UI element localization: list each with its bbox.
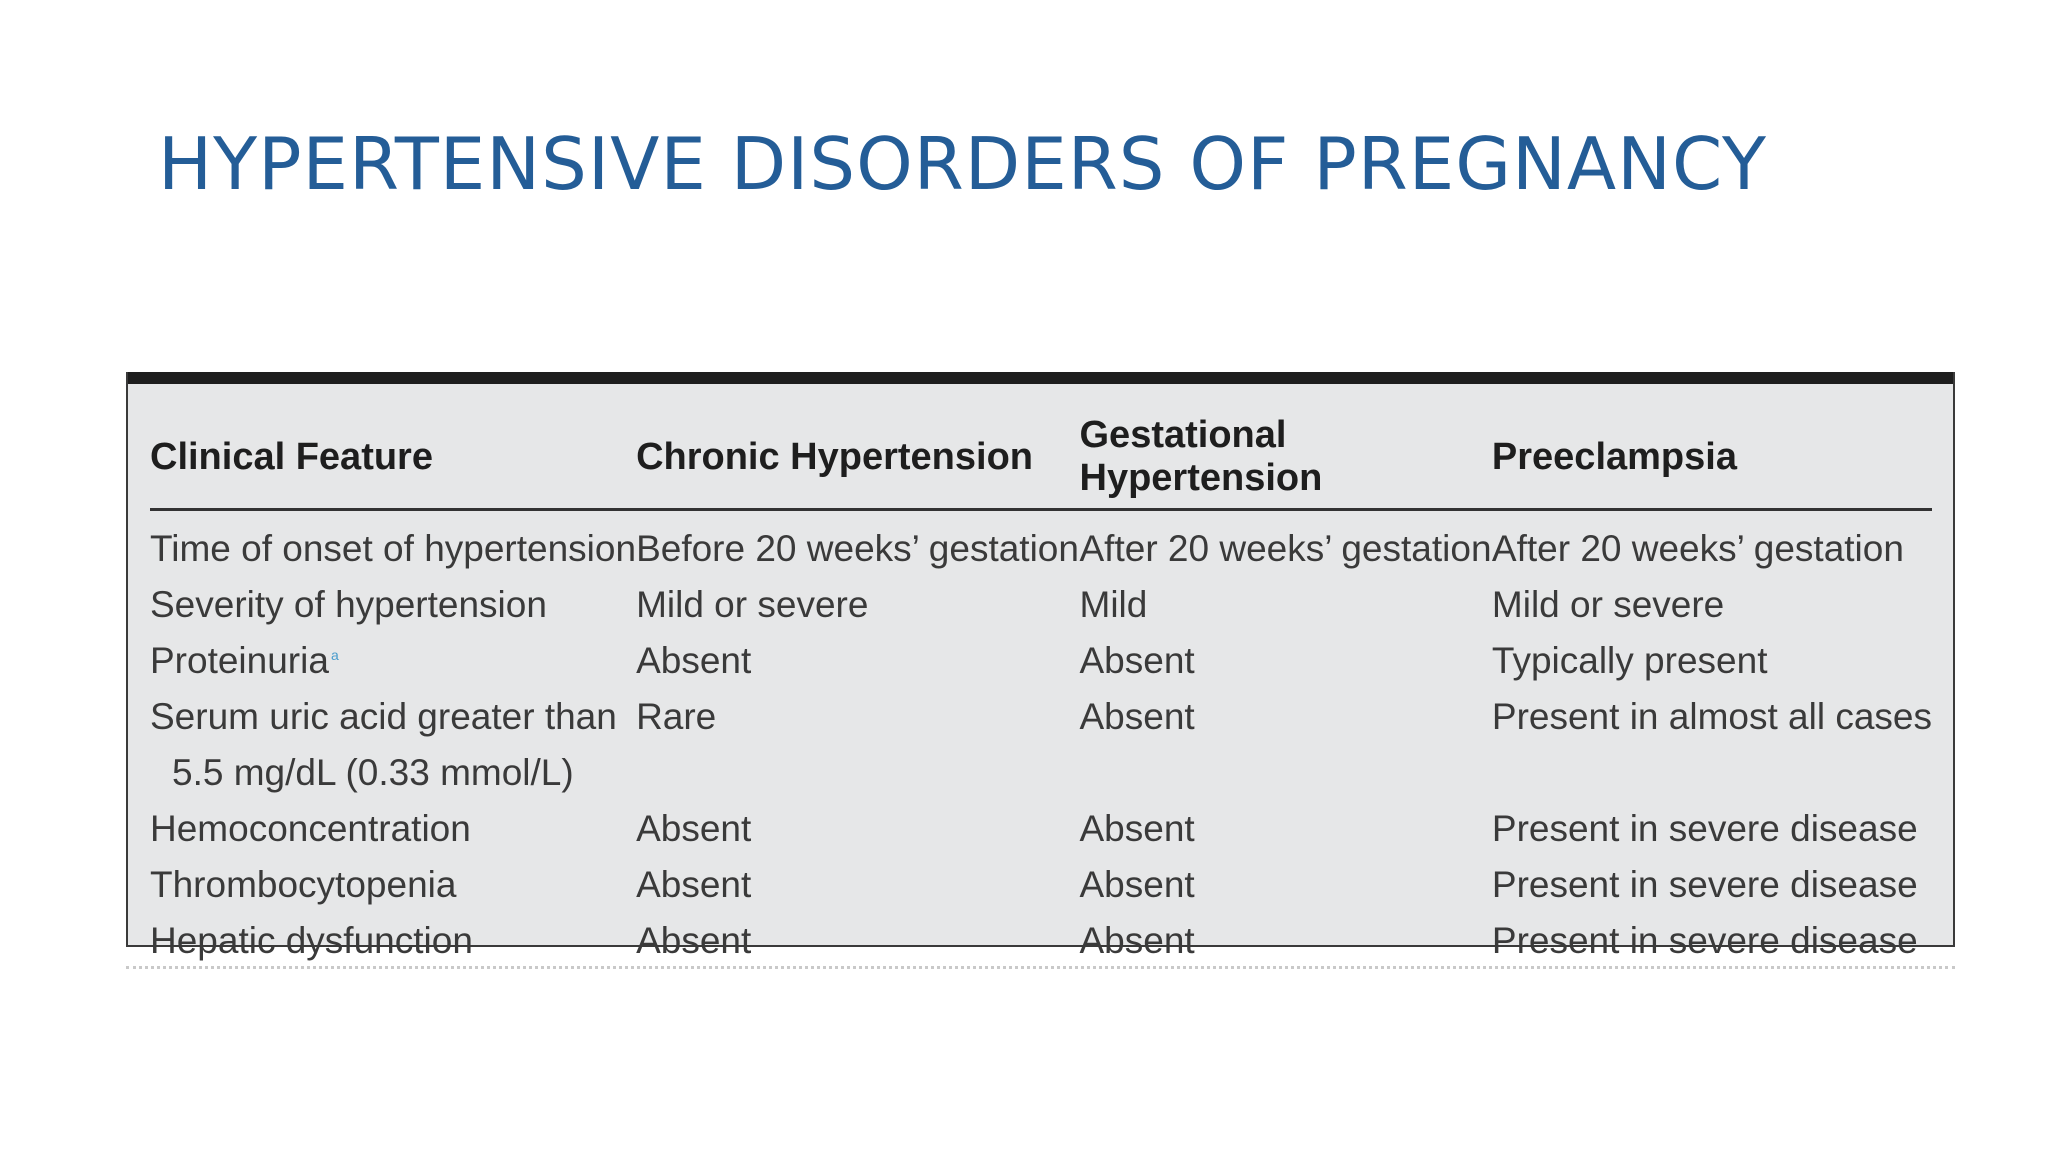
preeclampsia-cell: Mild or severe: [1491, 584, 1725, 625]
feature-cell: Hemoconcentration: [150, 808, 471, 849]
table-row: [150, 510, 1932, 578]
gestational-cell: Absent: [1079, 640, 1195, 681]
preeclampsia-cell: Present in almost all cases: [1491, 696, 1932, 737]
table-row: [150, 633, 1932, 689]
footnote-marker: a: [330, 646, 339, 663]
slide-title: HYPERTENSIVE DISORDERS OF PREGNANCY: [158, 122, 1768, 206]
header-gestational-hypertension: Gestational Hypertension: [1080, 414, 1492, 510]
preeclampsia-cell: Present in severe disease: [1491, 864, 1918, 905]
chronic-cell: [636, 745, 1079, 801]
gestational-cell: Absent: [1079, 864, 1195, 905]
gestational-cell: [1080, 745, 1492, 801]
feature-cell: Time of onset of hypertension: [150, 528, 637, 569]
chronic-cell: Absent: [636, 640, 752, 681]
feature-cell: [150, 633, 636, 689]
gestational-cell: Mild: [1079, 584, 1148, 625]
table-row: [150, 913, 1932, 969]
preeclampsia-cell: [1492, 745, 1932, 801]
gestational-cell: Absent: [1079, 808, 1195, 849]
table-row: [150, 577, 1932, 633]
feature-cell: Serum uric acid greater than: [150, 696, 617, 737]
cropped-footnote-line: [126, 966, 1955, 975]
table-row: [150, 801, 1932, 857]
gestational-cell: After 20 weeks’ gestation: [1079, 528, 1492, 569]
feature-cell-continued: 5.5 mg/dL (0.33 mmol/L): [172, 752, 574, 793]
chronic-cell: Absent: [636, 808, 752, 849]
table-row: [150, 689, 1932, 745]
chronic-cell: Rare: [636, 696, 717, 737]
gestational-cell: Absent: [1079, 920, 1195, 961]
chronic-cell: Absent: [636, 864, 752, 905]
preeclampsia-cell: Present in severe disease: [1491, 808, 1918, 849]
header-chronic-hypertension: Chronic Hypertension: [636, 414, 1079, 510]
chronic-cell: Before 20 weeks’ gestation: [636, 528, 1079, 569]
comparison-table: [150, 414, 1932, 969]
preeclampsia-cell: Present in severe disease: [1491, 920, 1918, 961]
feature-cell: Severity of hypertension: [150, 584, 547, 625]
header-clinical-feature: Clinical Feature: [150, 414, 636, 510]
table-row: [150, 857, 1932, 913]
preeclampsia-cell: After 20 weeks’ gestation: [1491, 528, 1904, 569]
header-preeclampsia: Preeclampsia: [1492, 414, 1932, 510]
gestational-cell: Absent: [1079, 696, 1195, 737]
comparison-table-image: [126, 372, 1955, 961]
chronic-cell: Absent: [636, 920, 752, 961]
chronic-cell: Mild or severe: [636, 584, 869, 625]
table-row: [150, 745, 1932, 801]
table-header-row: [150, 414, 1932, 510]
feature-cell: Thrombocytopenia: [150, 864, 457, 905]
table-top-band: [128, 372, 1953, 384]
feature-text: Proteinuria: [150, 640, 329, 681]
feature-cell: Hepatic dysfunction: [150, 920, 473, 961]
preeclampsia-cell: Typically present: [1491, 640, 1768, 681]
